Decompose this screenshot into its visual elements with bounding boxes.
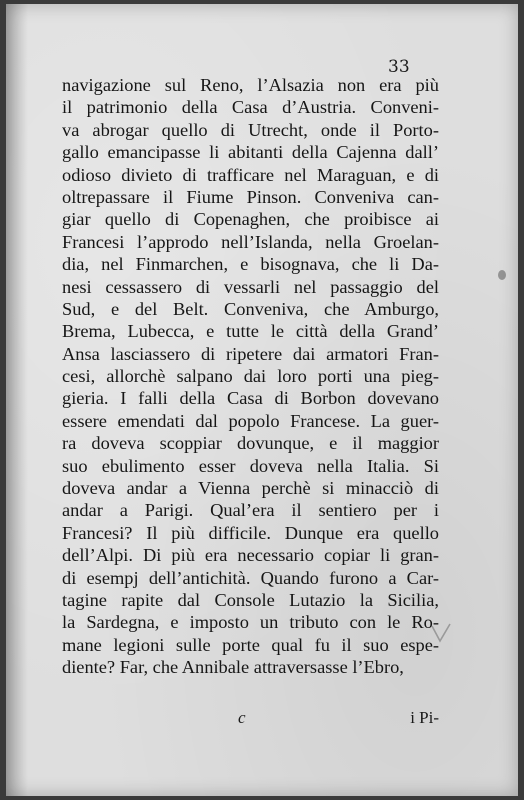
- text-line: oltrepassare il Fiume Pinson. Conveniva can-: [62, 186, 439, 207]
- ink-spot: [498, 270, 506, 280]
- spine-shadow: [6, 4, 28, 796]
- page-number: 33: [388, 57, 410, 77]
- text-line: Ansa lasciassero di ripetere dai armatori Fran-: [62, 343, 439, 364]
- text-line: va abrogar quello di Utrecht, onde il Porto-: [62, 119, 439, 140]
- text-line: doveva andar a Vienna perchè si minacciò di: [62, 478, 439, 499]
- text-line: di esempj dell’antichità. Quando furono a Car-: [62, 567, 439, 588]
- text-line: Francesi l’approdo nell’Islanda, nella Groelan-: [62, 231, 439, 252]
- text-line: la Sardegna, e imposto un tributo con le Ro-: [62, 612, 439, 633]
- text-line: dia, nel Finmarchen, e bisognava, che li Da-: [62, 254, 439, 275]
- text-line: andar a Parigi. Qual’era il sentiero per i: [62, 500, 439, 521]
- text-line: suo ebulimento esser doveva nella Italia. Si: [62, 455, 439, 476]
- text-line: cesi, allorchè salpano dai loro porti una pieg-: [62, 366, 439, 387]
- text-line: essere emendati dal popolo Francese. La guer-: [62, 410, 439, 431]
- catchword: i Pi-: [410, 708, 439, 727]
- text-line: giar quello di Copenaghen, che proibisce ai: [62, 209, 439, 230]
- text-line: gieria. I falli della Casa di Borbon dovevano: [62, 388, 439, 409]
- body-text: [62, 74, 439, 679]
- book-page: [6, 4, 518, 796]
- pencil-check-mark: [430, 622, 452, 644]
- text-line: nesi cessassero di vessarli nel passaggio del: [62, 276, 439, 297]
- text-line: il patrimonio della Casa d’Austria. Conveni-: [62, 97, 439, 118]
- text-line: Brema, Lubecca, e tutte le città della Grand’: [62, 321, 439, 342]
- page-footer: [62, 708, 439, 732]
- text-line: diente? Far, che Annibale attraversasse l’Ebro,: [62, 657, 404, 678]
- text-line: Sud, e del Belt. Conveniva, che Amburgo,: [62, 298, 439, 319]
- text-line: mane legioni sulle porte qual fu il suo espe-: [62, 634, 439, 655]
- text-line: dell’Alpi. Di più era necessario copiar li gran-: [62, 545, 439, 566]
- signature-mark: c: [238, 708, 246, 727]
- text-line: tagine rapite dal Console Lutazio la Sicilia,: [62, 589, 439, 610]
- text-line: navigazione sul Reno, l’Alsazia non era più: [62, 75, 439, 95]
- text-line: odioso divieto di trafficare nel Maraguan, e di: [62, 164, 439, 185]
- text-line: gallo emancipasse li abitanti della Cajenna dall’: [62, 142, 439, 163]
- text-line: Francesi? Il più difficile. Dunque era quello: [62, 522, 439, 543]
- text-line: ra doveva scoppiar dovunque, e il maggior: [62, 433, 439, 454]
